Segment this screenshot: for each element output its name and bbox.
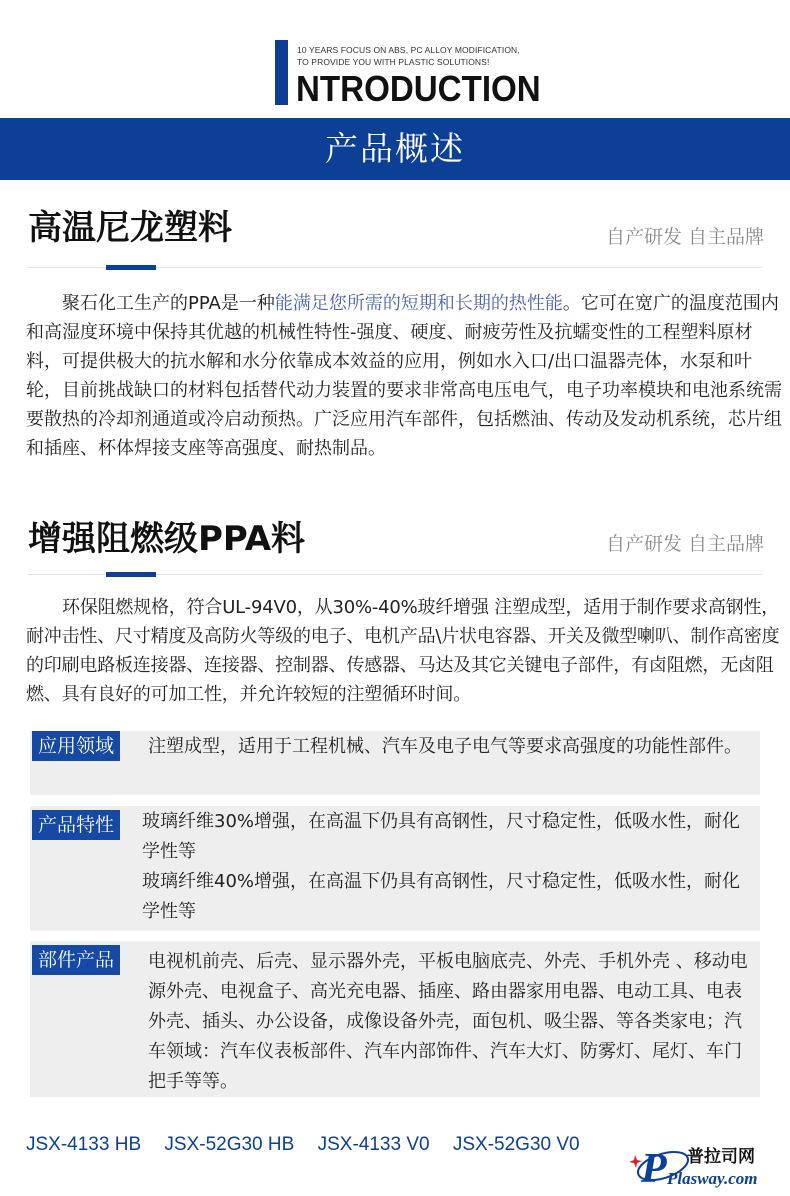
- section2-title: 增强阻燃级PPA料: [28, 519, 306, 559]
- header-accent-bar: [275, 40, 288, 105]
- model-item: JSX-4133 HB: [26, 1134, 142, 1155]
- model-item: JSX-52G30 V0: [452, 1134, 580, 1155]
- features-line2: 玻璃纤维40%增强，在高温下仍具有高钢性，尺寸稳定性，低吸水性，耐化学性等: [142, 871, 741, 922]
- parts-badge: 部件产品: [32, 945, 120, 975]
- section1-para-highlight: 能满足您所需的短期和长期的热性能: [274, 293, 563, 314]
- model-item: JSX-4133 V0: [317, 1134, 430, 1155]
- banner-title: 产品概述: [325, 129, 465, 168]
- section1-para-after: 。它可在宽广的温度范围内和高湿度环境中保持其优越的机械性特性-强度、硬度、耐疲劳性及抗蠕变性的工程塑料原材料，可提供极大的抗水解和水分依靠成本效益的应用，例如水入口/出口温器壳体，水泵和叶轮，目前挑战缺口的材料包括替代动力装置的要求非常高电压电气，电子功率模块和电池系统需要散热的冷却剂通道或冷启动预热。广泛应用汽车部件，包括燃油、传动及发动机系统，芯片组和插座、杯体焊接支座等高强度、耐热制品。: [26, 293, 782, 459]
- parts-text: 电视机前壳、后壳、显示器外壳，平板电脑底壳、外壳、手机外壳 、移动电源外壳、电视盒子、高光充电器、插座、路由器家用电器、电动工具、电表外壳、插头、办公设备，成像设备外壳，面包机、吸尘器、等各类家电；汽车领域：汽车仪表板部件、汽车内部饰件、汽车大灯、防雾灯、尾灯、车门把手等等。: [148, 951, 748, 1092]
- plasway-logo-icon: [625, 1138, 785, 1190]
- logo-cn: 普拉司网: [687, 1147, 755, 1167]
- model-list: [26, 1134, 598, 1156]
- features-badge: 产品特性: [32, 810, 120, 840]
- section2-tag: 自产研发 自主品牌: [605, 533, 764, 555]
- section1-tag: 自产研发 自主品牌: [605, 226, 764, 248]
- logo-letter: P: [641, 1146, 667, 1190]
- header-tagline-line2: TO PROVIDE YOU WITH PLASTIC SOLUTIONS!: [297, 57, 490, 67]
- section1-para-before: 聚石化工生产的PPA是一种: [62, 293, 275, 314]
- application-text: 注塑成型，适用于工程机械、汽车及电子电气等要求高强度的功能性部件。: [148, 736, 742, 757]
- features-text: [142, 807, 754, 927]
- section1-paragraph: [26, 289, 786, 463]
- header-title: NTRODUCTION: [296, 68, 541, 109]
- section2-paragraph: 环保阻燃规格，符合UL-94V0，从30%-40%玻纤增强 注塑成型，适用于制作要求高钢性，耐冲击性、尺寸精度及高防火等级的电子、电机产品\片状电容器、开关及微型喇叭、制作高密度的印刷电路板连接器、连接器、控制器、传感器、马达及其它关键电子部件，有卤阻燃，无卤阻燃、具有良好的可加工性，并允许较短的注塑循环时间。: [26, 597, 780, 705]
- model-item: JSX-52G30 HB: [164, 1134, 295, 1155]
- logo-en: Plasway.com: [667, 1169, 758, 1188]
- features-line1: 玻璃纤维30%增强，在高温下仍具有高钢性，尺寸稳定性，低吸水性，耐化学性等: [142, 811, 741, 862]
- header-tagline: [297, 44, 520, 68]
- section1-divider-accent: [106, 265, 156, 270]
- header-tagline-line1: 10 YEARS FOCUS ON ABS, PC ALLOY MODIFICATION,: [297, 45, 520, 55]
- section1-title: 高温尼龙塑料: [28, 208, 232, 248]
- section2-divider-accent: [106, 572, 156, 577]
- application-badge: 应用领域: [32, 731, 120, 761]
- plasway-logo: [625, 1138, 785, 1190]
